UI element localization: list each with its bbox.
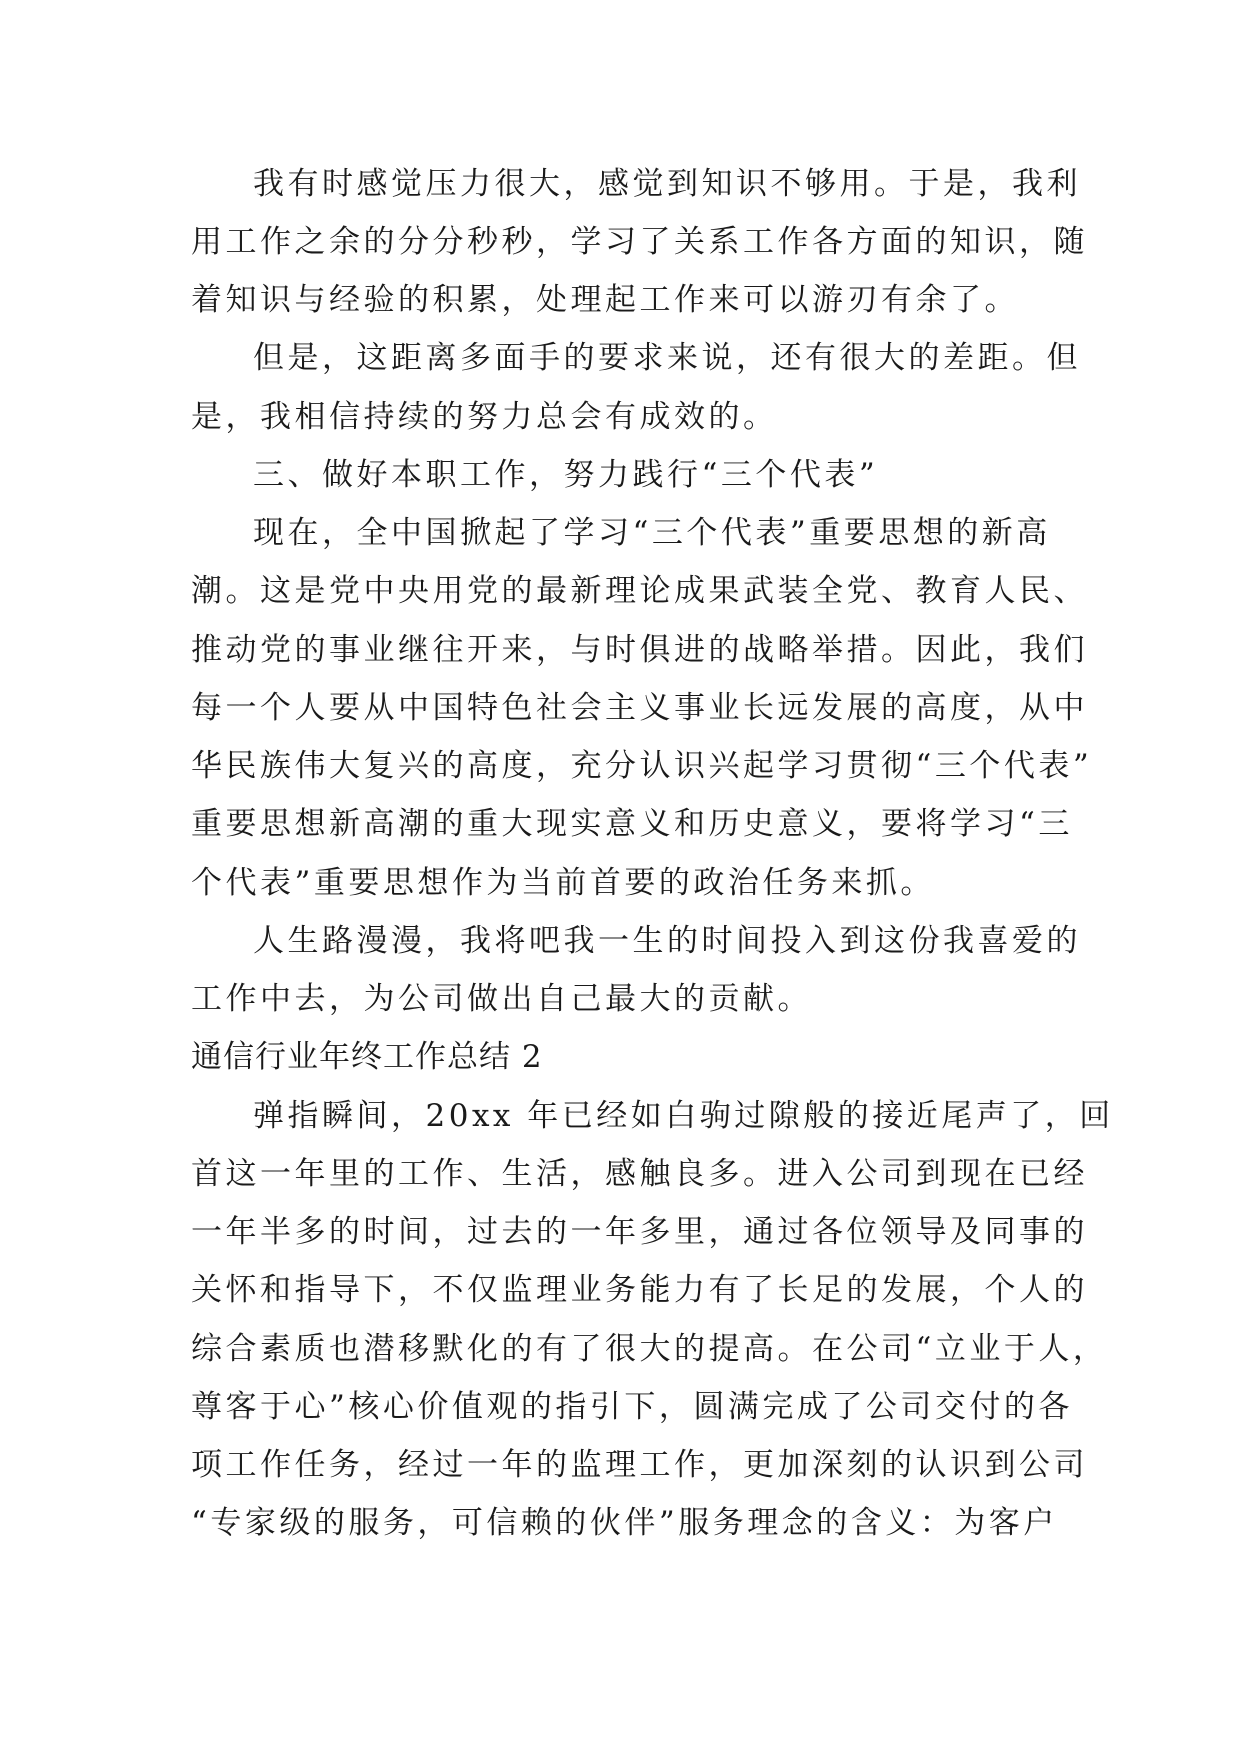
paragraph-line: 用工作之余的分分秒秒，学习了关系工作各方面的知识，随	[191, 224, 1088, 260]
section-heading: 三、做好本职工作，努力践行“三个代表”	[253, 457, 879, 493]
paragraph-line: 首这一年里的工作、生活，感触良多。进入公司到现在已经	[191, 1156, 1088, 1192]
paragraph-line: 每一个人要从中国特色社会主义事业长远发展的高度，从中	[191, 690, 1088, 726]
paragraph-line: 尊客于心”核心价值观的指引下，圆满完成了公司交付的各	[191, 1389, 1073, 1425]
document-title: 通信行业年终工作总结 2	[191, 1039, 543, 1075]
paragraph-line: 是，我相信持续的努力总会有成效的。	[191, 399, 778, 435]
paragraph-line: 重要思想新高潮的重大现实意义和历史意义，要将学习“三	[191, 806, 1073, 842]
paragraph-line: 项工作任务，经过一年的监理工作，更加深刻的认识到公司	[191, 1447, 1088, 1483]
paragraph-line: 人生路漫漫，我将吧我一生的时间投入到这份我喜爱的	[253, 923, 1081, 959]
paragraph-line: 一年半多的时间，过去的一年多里，通过各位领导及同事的	[191, 1214, 1088, 1250]
paragraph-line: 华民族伟大复兴的高度，充分认识兴起学习贯彻“三个代表”	[191, 748, 1093, 784]
paragraph-line: 推动党的事业继往开来，与时俱进的战略举措。因此，我们	[191, 632, 1088, 668]
paragraph-line: 个代表”重要思想作为当前首要的政治任务来抓。	[191, 865, 935, 901]
paragraph-line: “专家级的服务，可信赖的伙伴”服务理念的含义：为客户	[191, 1505, 1058, 1541]
paragraph-line: 但是，这距离多面手的要求来说，还有很大的差距。但	[253, 340, 1081, 376]
paragraph-line: 现在，全中国掀起了学习“三个代表”重要思想的新高	[253, 515, 1051, 551]
paragraph-line: 我有时感觉压力很大，感觉到知识不够用。于是，我利	[253, 166, 1081, 202]
paragraph-line: 综合素质也潜移默化的有了很大的提高。在公司“立业于人，	[191, 1331, 1108, 1367]
paragraph-line: 弹指瞬间，20xx 年已经如白驹过隙般的接近尾声了，回	[253, 1098, 1114, 1134]
paragraph-line: 关怀和指导下，不仅监理业务能力有了长足的发展，个人的	[191, 1272, 1088, 1308]
paragraph-line: 着知识与经验的积累，处理起工作来可以游刃有余了。	[191, 282, 1019, 318]
paragraph-line: 潮。这是党中央用党的最新理论成果武装全党、教育人民、	[191, 573, 1088, 609]
paragraph-line: 工作中去，为公司做出自己最大的贡献。	[191, 981, 812, 1017]
